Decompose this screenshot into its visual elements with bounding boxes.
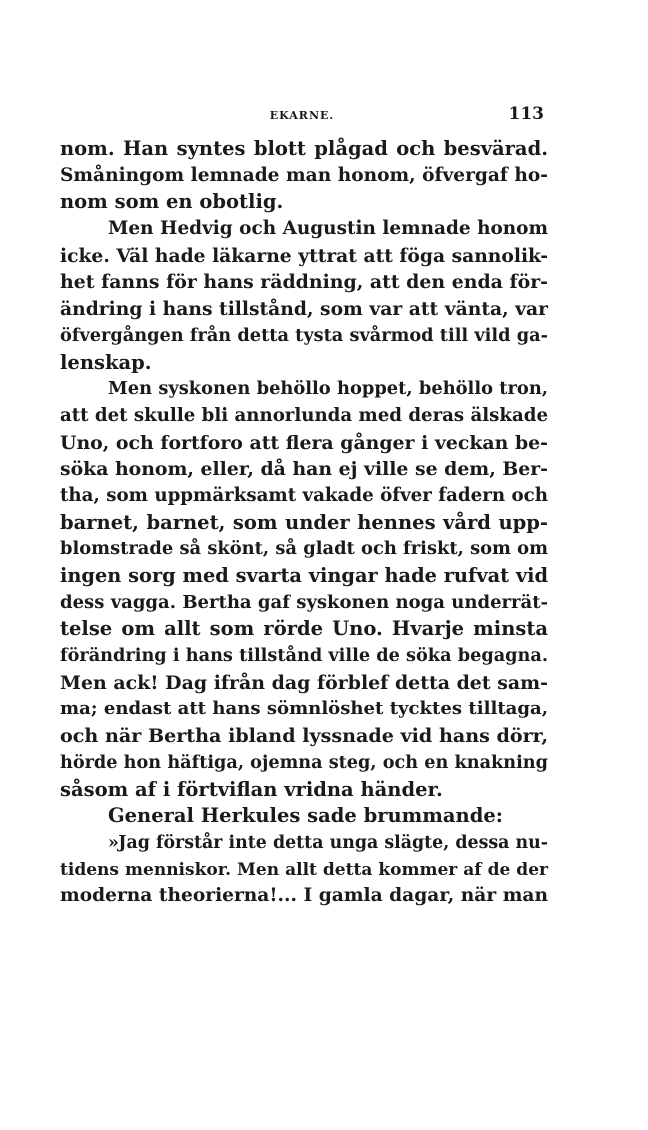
text-line: nom som en obotlig. [60, 190, 284, 214]
text-line: söka honom, eller, då han ej ville se dem, Ber- [60, 458, 548, 481]
text-line: Men syskonen behöllo hoppet, behöllo tron, [108, 378, 548, 400]
running-title: EKARNE. [269, 109, 335, 122]
text-line: tidens menniskor. Men allt detta kommer af de der [60, 859, 548, 880]
text-line: och när Bertha ibland lyssnade vid hans dörr, [60, 724, 548, 748]
text-line: såsom af i förtviflan vridna händer. [60, 777, 443, 801]
text-line: att det skulle bli annorlunda med deras älskade [60, 404, 548, 426]
running-header [60, 104, 544, 128]
text-line: barnet, barnet, som under hennes vård upp- [60, 510, 548, 534]
text-line: dess vagga. Bertha gaf syskonen noga underrät- [60, 591, 548, 613]
text-line: Men Hedvig och Augustin lemnade honom [108, 218, 548, 240]
text-line: Men ack! Dag ifrån dag förblef detta det sam- [60, 671, 548, 694]
text-line: ma; endast att hans sömnlöshet tycktes tilltaga, [60, 698, 548, 720]
text-line: ändring i hans tillstånd, som var att vänta, var [60, 298, 548, 321]
text-line: blomstrade så skönt, så gladt och friskt, som om [60, 538, 548, 560]
text-line: tha, som uppmärksamt vakade öfver fadern och [60, 484, 548, 506]
text-line: lenskap. [60, 350, 152, 374]
text-line: icke. Väl hade läkarne yttrat att föga sannolik- [60, 244, 548, 267]
text-line: moderna theorierna!... I gamla dagar, när man [60, 885, 548, 907]
text-line: het fanns för hans räddning, att den enda för- [60, 271, 548, 294]
text-line: hörde hon häftiga, ojemna steg, och en knakning [60, 751, 548, 773]
text-line: »Jag förstår inte detta unga slägte, dessa nu- [108, 832, 548, 853]
text-line: nom. Han syntes blott plågad och besvärad. [60, 137, 548, 160]
text-line: förändring i hans tillstånd ville de söka begagna. [60, 645, 548, 667]
text-line: Småningom lemnade man honom, öfvergaf ho- [60, 164, 548, 186]
page-number: 113 [508, 104, 544, 124]
text-line: telse om allt som rörde Uno. Hvarje minsta [60, 617, 548, 641]
text-line: öfvergången från detta tysta svårmod till vild ga- [60, 324, 548, 346]
text-line: Uno, och fortforo att flera gånger i veckan be- [60, 431, 548, 454]
body-text [60, 136, 548, 910]
text-line: General Herkules sade brummande: [108, 804, 503, 828]
text-line: ingen sorg med svarta vingar hade rufvat vid [60, 564, 548, 587]
